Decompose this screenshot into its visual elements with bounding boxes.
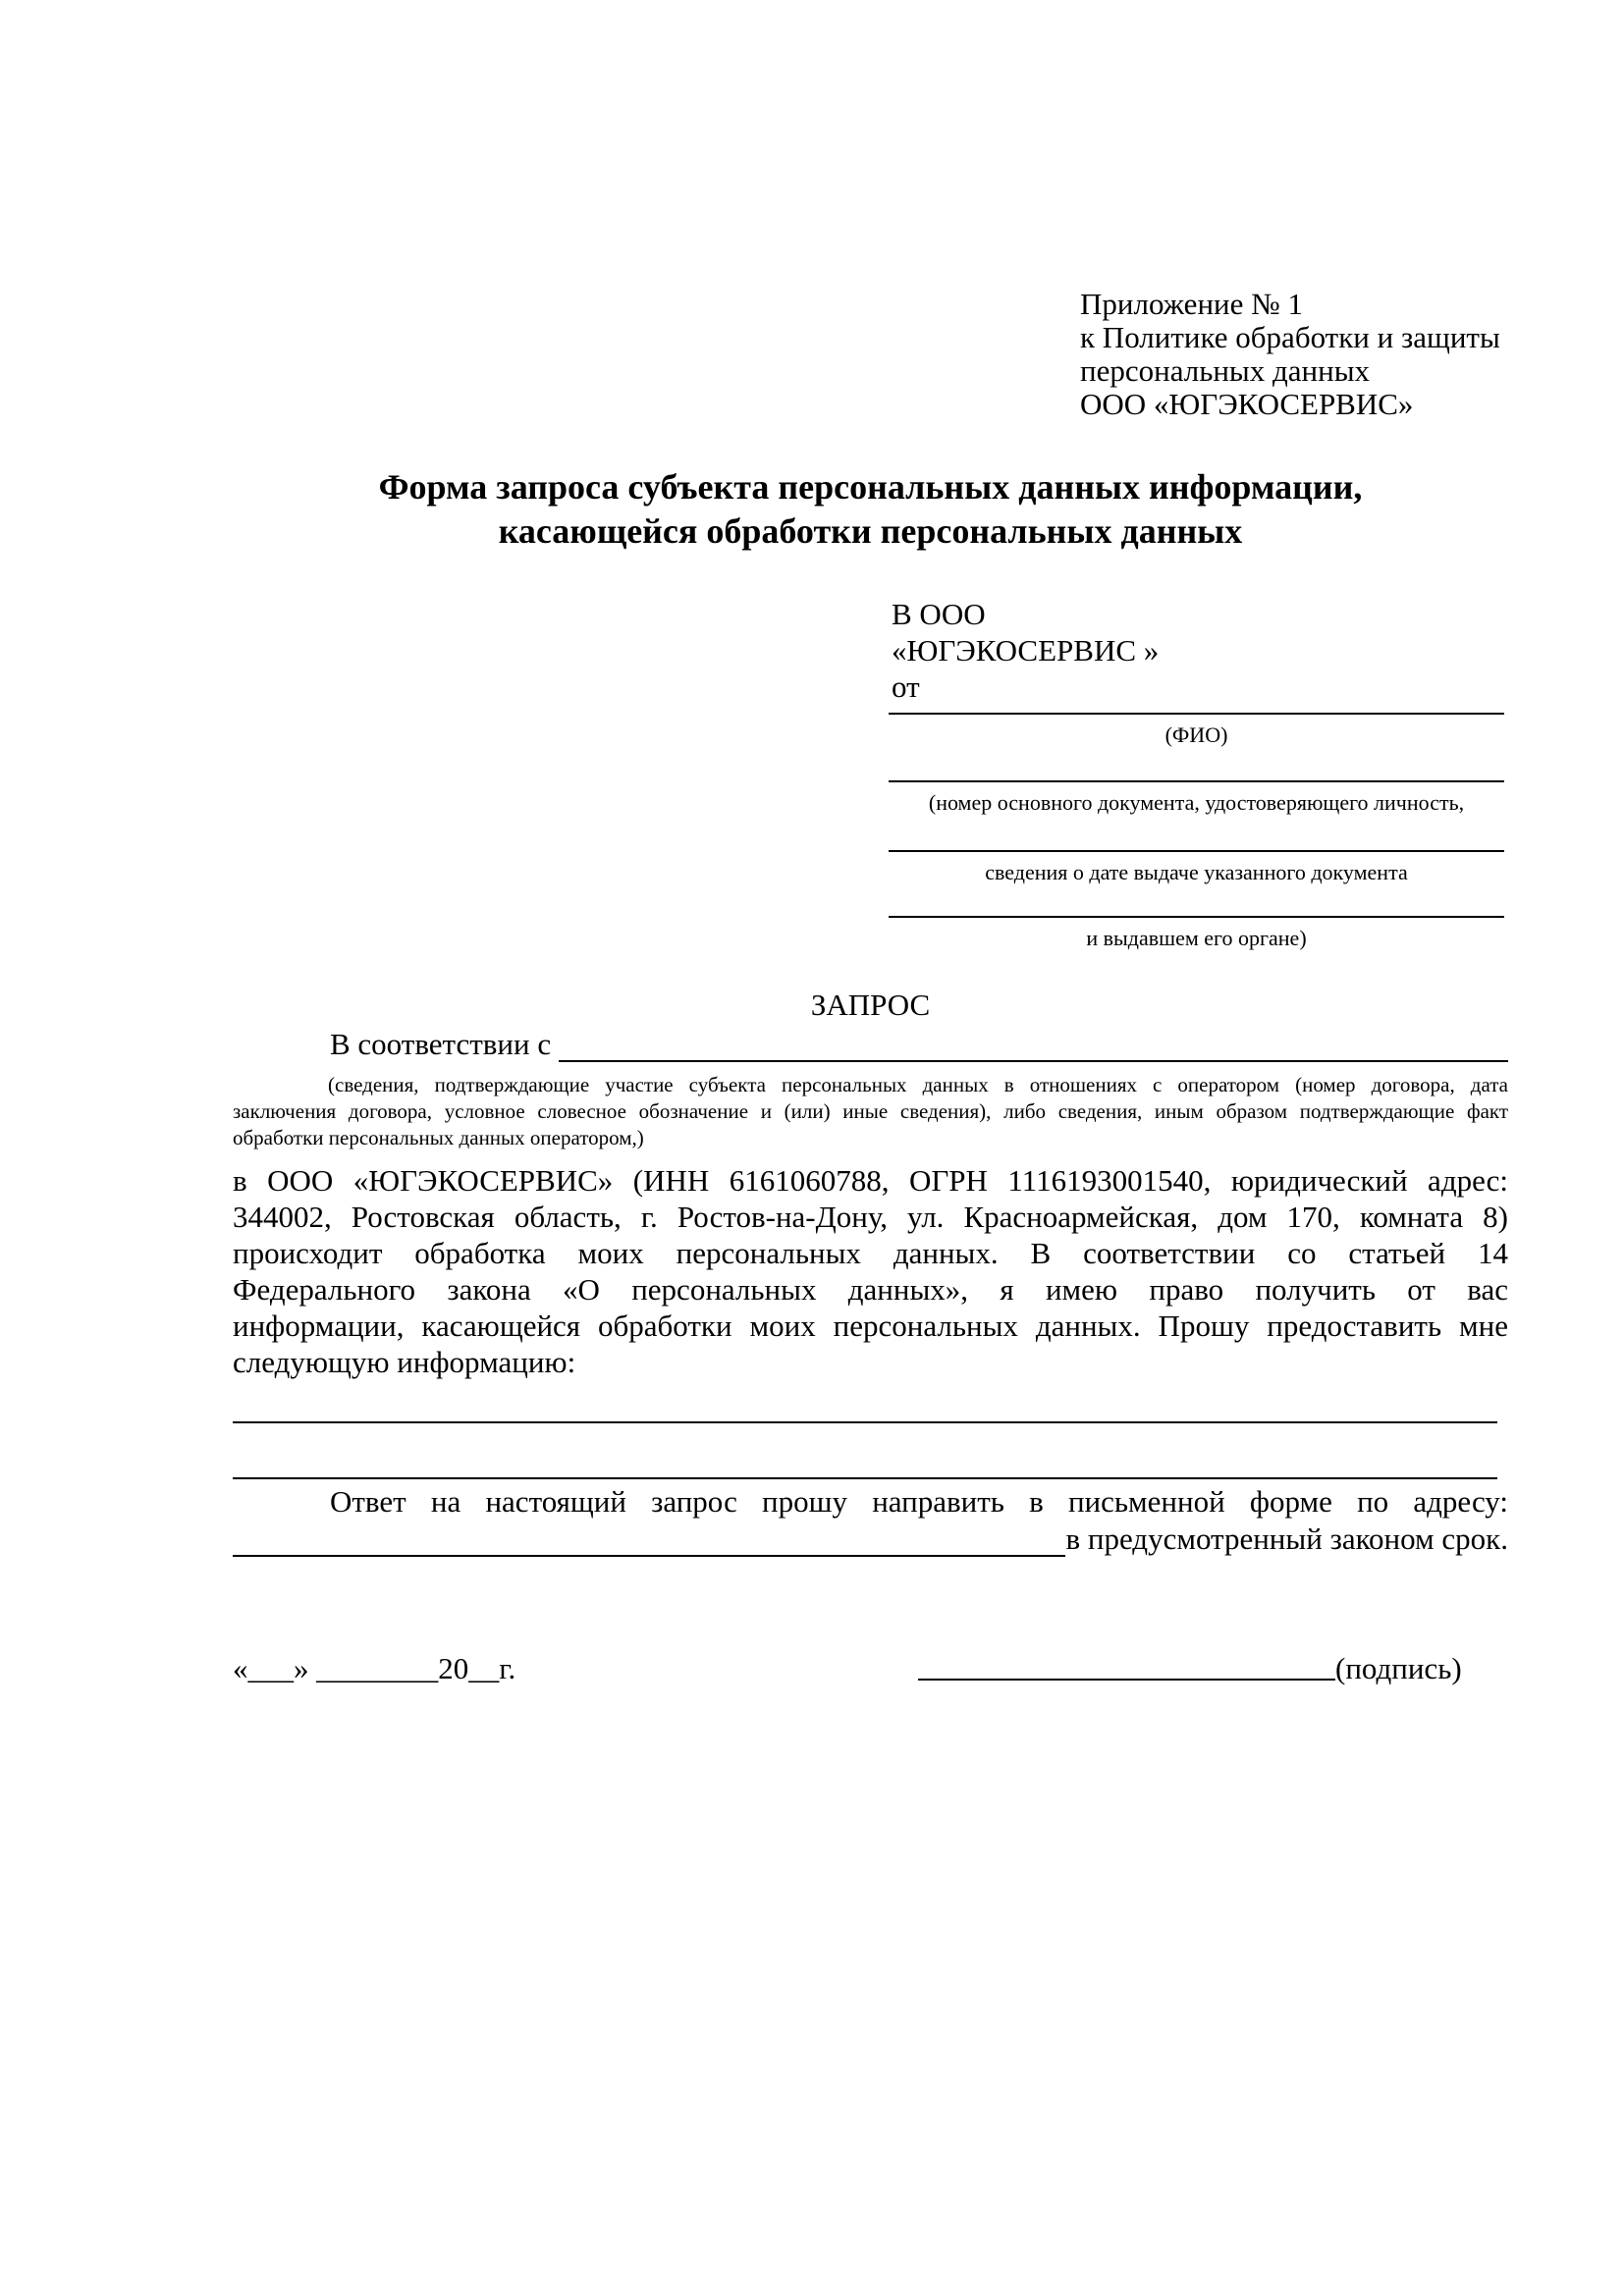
fio-blank-line: [889, 713, 1504, 715]
information-blank-line: [233, 1421, 1497, 1423]
reply-address-row: [233, 1522, 1508, 1557]
information-blank-line: [233, 1477, 1497, 1479]
request-body-line: Федерального закона «О персональных данных», я имею право получить от вас: [233, 1272, 1508, 1307]
reply-suffix: в предусмотренный законом срок.: [1065, 1522, 1508, 1556]
fio-caption: (ФИО): [1164, 722, 1228, 747]
addressee-line: от: [892, 669, 920, 704]
annex-header-line: ООО «ЮГЭКОСЕРВИС»: [1080, 387, 1414, 421]
basis-row: [233, 1027, 1508, 1062]
basis-prefix: В соответствии с: [330, 1027, 559, 1061]
request-body: [233, 1162, 1508, 1380]
document-title: [233, 465, 1508, 554]
signature-caption: (подпись): [1335, 1651, 1462, 1685]
annex-header-line: Приложение № 1: [1080, 287, 1303, 321]
basis-blank-line: [559, 1035, 1508, 1062]
basis-note-line: обработки персональных данных оператором,): [233, 1126, 644, 1149]
request-body-line: 344002, Ростовская область, г. Ростов-на-Дону, ул. Красноармейская, дом 170, комната 8): [233, 1200, 1508, 1234]
request-body-line: информации, касающейся обработки моих персональных данных. Прошу предоставить мне: [233, 1308, 1508, 1343]
request-heading: ЗАПРОС: [810, 988, 931, 1022]
date-blank: «___» ________20__г.: [233, 1651, 516, 1685]
addressee-line: В ООО: [892, 597, 986, 631]
annex-header-line: к Политике обработки и защиты: [1080, 320, 1500, 354]
basis-note-line: (сведения, подтверждающие участие субъекта персональных данных в отношениях с оператором (номер договора, дата: [328, 1073, 1508, 1096]
addressee-line: «ЮГЭКОСЕРВИС »: [892, 633, 1160, 667]
document-number-caption: (номер основного документа, удостоверяющего личность,: [928, 790, 1465, 815]
document-title-line: касающейся обработки персональных данных: [498, 511, 1243, 551]
signature-blank-line: [918, 1679, 1335, 1681]
issuing-authority-caption: и выдавшем его органе): [1086, 926, 1307, 950]
request-body-line: происходит обработка моих персональных данных. В соответствии со статьей 14: [233, 1236, 1508, 1270]
document-title-line: Форма запроса субъекта персональных данных информации,: [378, 467, 1363, 507]
annex-header: [1080, 288, 1532, 421]
annex-header-line: персональных данных: [1080, 353, 1371, 388]
document-number-blank-line: [889, 780, 1504, 782]
issue-date-caption: сведения о дате выдаче указанного документа: [985, 860, 1408, 884]
addressee-block: [892, 596, 1520, 705]
issuing-authority-blank-line: [889, 916, 1504, 918]
request-body-line: в ООО «ЮГЭКОСЕРВИС» (ИНН 6161060788, ОГРН 1116193001540, юридический адрес:: [233, 1163, 1508, 1198]
reply-address-blank-line: [233, 1529, 1065, 1557]
basis-note-line: заключения договора, условное словесное обозначение и (или) иные сведения), либо сведения, иным образом подтверждающие факт: [233, 1099, 1508, 1123]
issue-date-blank-line: [889, 850, 1504, 852]
basis-note: [233, 1072, 1508, 1151]
request-body-line: следующую информацию:: [233, 1345, 576, 1379]
reply-sentence: Ответ на настоящий запрос прошу направить в письменной форме по адресу:: [330, 1484, 1508, 1519]
